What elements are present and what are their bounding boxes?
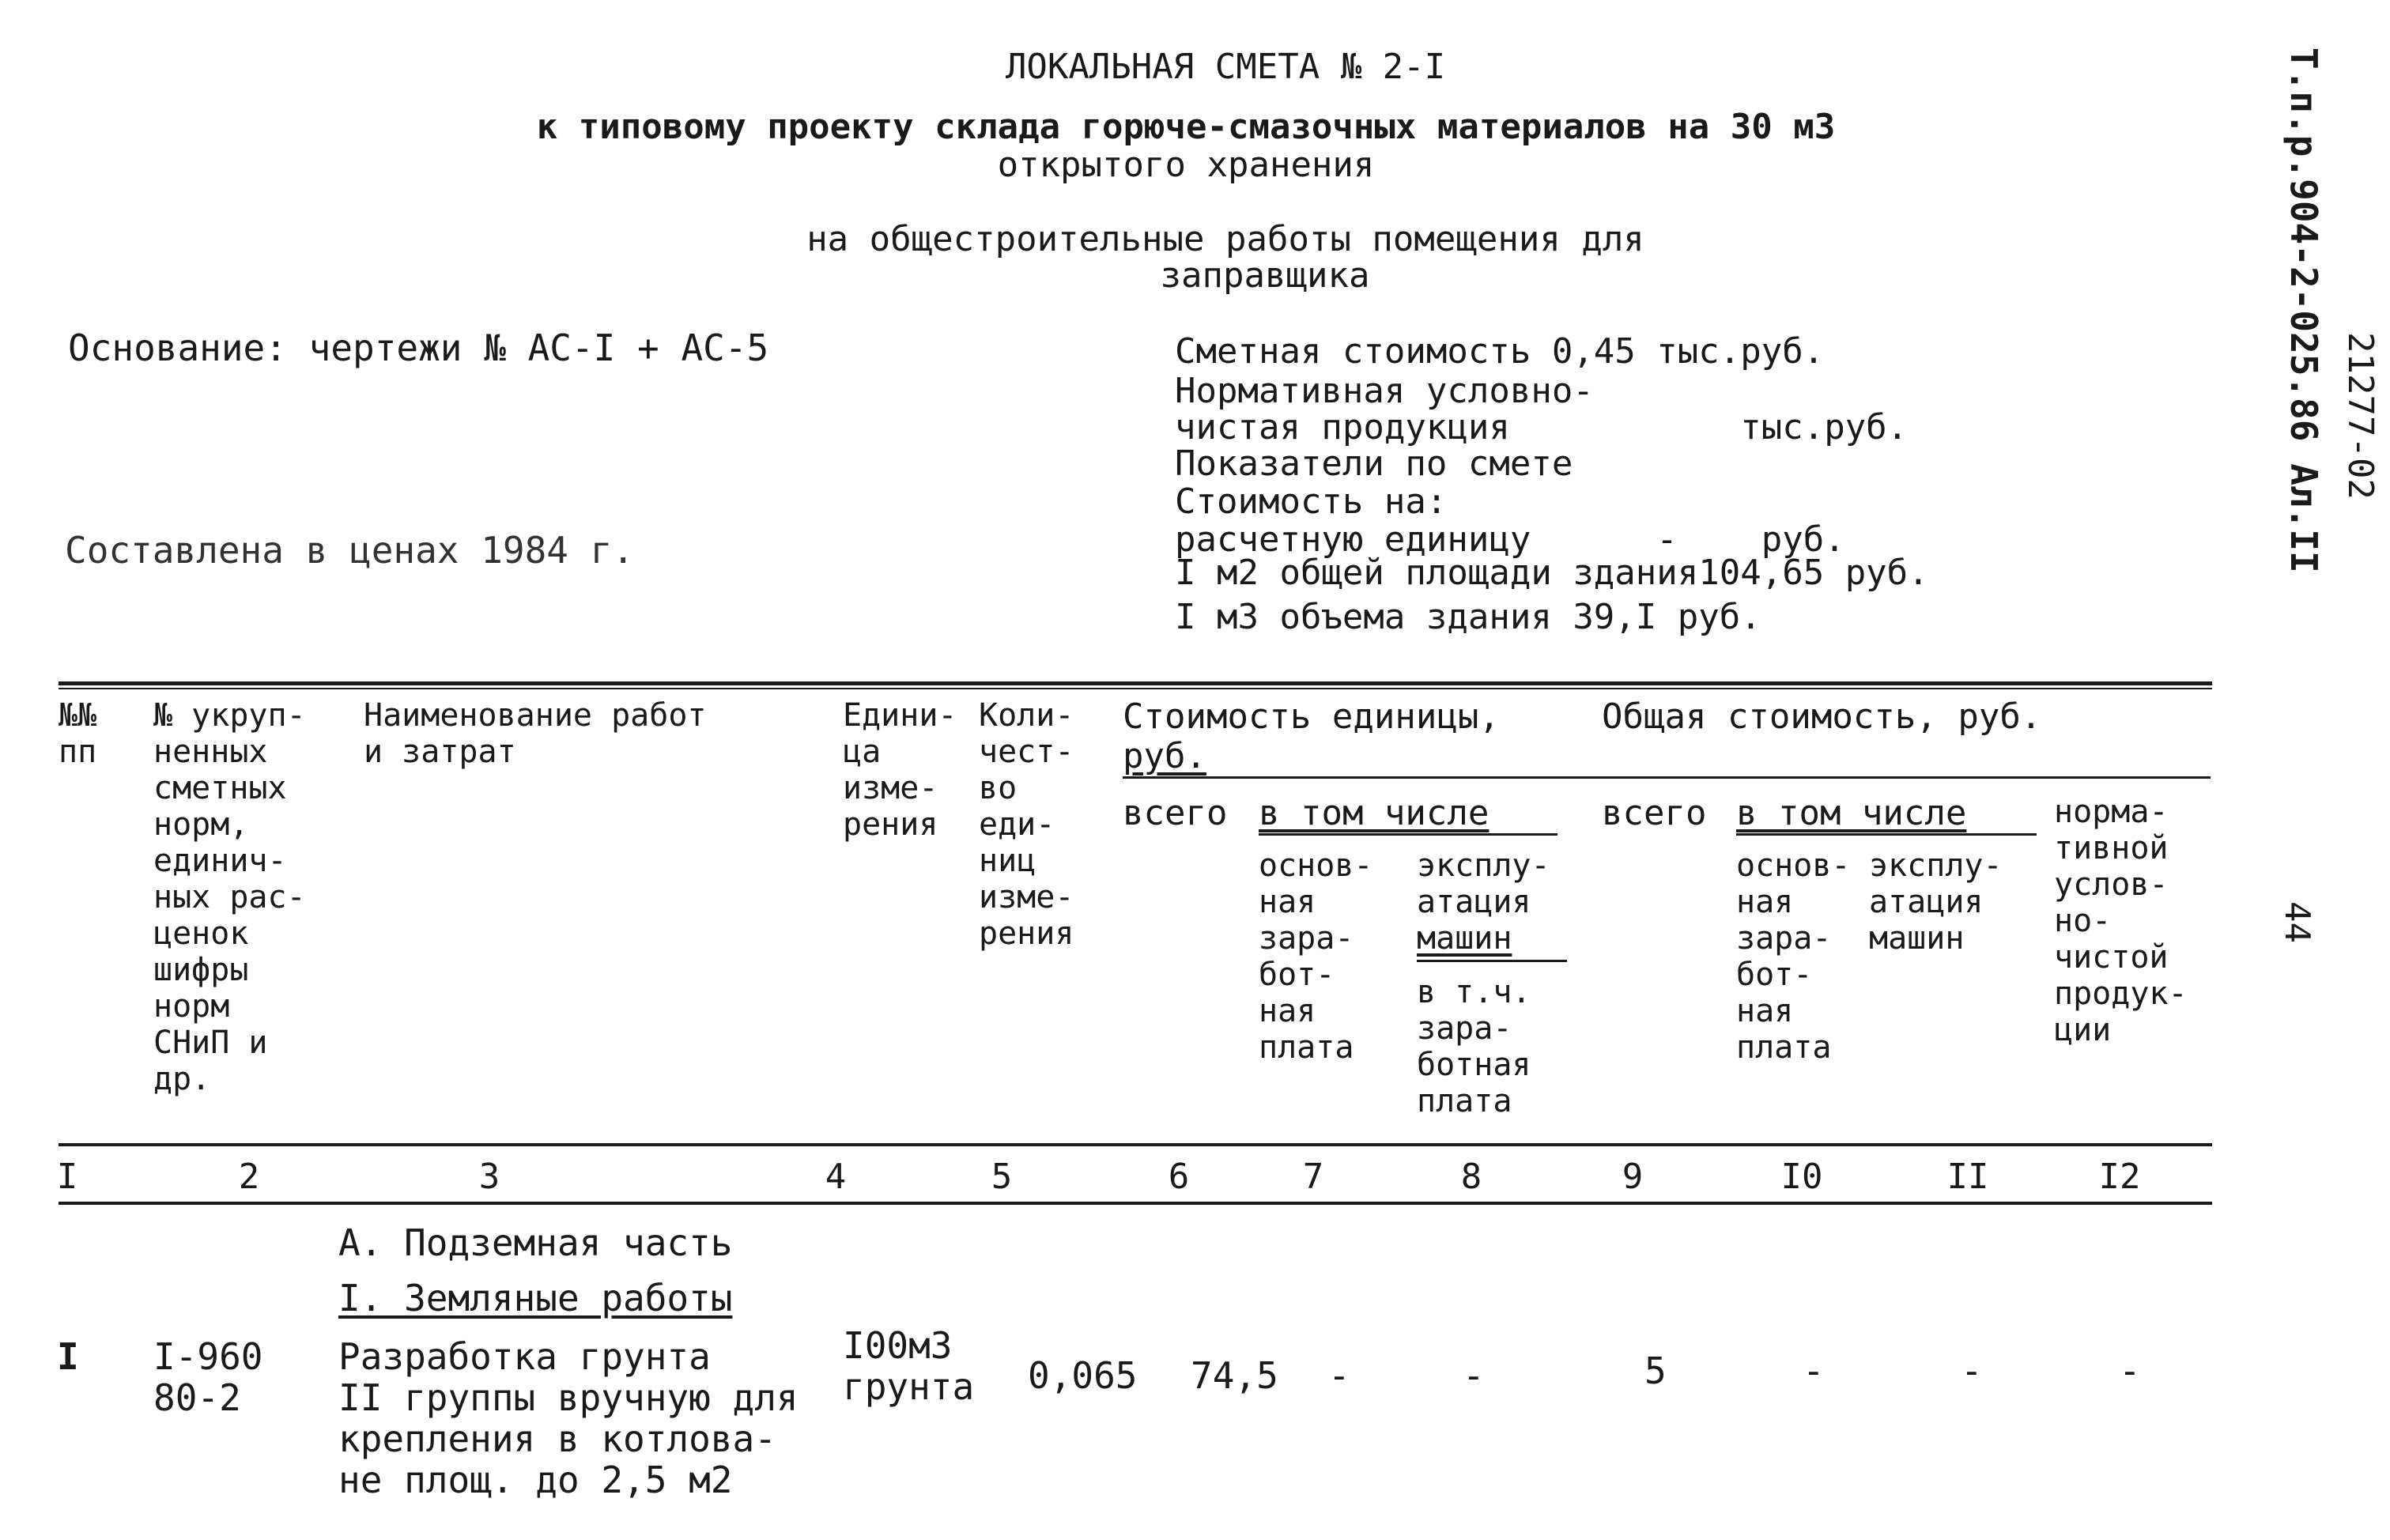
row-number: I bbox=[57, 1335, 79, 1378]
row-qty: 0,065 bbox=[1028, 1354, 1138, 1397]
page-number: 44 bbox=[2277, 901, 2317, 943]
header-total-machines: эксплу- атация машин bbox=[1869, 847, 2003, 957]
row-unit-machines: - bbox=[1463, 1354, 1485, 1397]
document-subtitle: к типовому проекту склада горюче-смазочных материалов на 30 м3 bbox=[536, 107, 1836, 147]
header-total-all: всего bbox=[1602, 793, 1707, 833]
header-machines-rule bbox=[1417, 960, 1567, 962]
header-unit-all: всего bbox=[1123, 793, 1228, 833]
column-number: 6 bbox=[1168, 1157, 1190, 1197]
row-code: I-960 80-2 bbox=[153, 1335, 263, 1419]
summary-line: Показатели по смете bbox=[1175, 444, 1573, 484]
column-number: 5 bbox=[991, 1157, 1013, 1197]
summary-line: Сметная стоимость 0,45 тыс.руб. bbox=[1175, 331, 1825, 372]
side-code: Т.п.р.904-2-025.86 Ал.II bbox=[2282, 47, 2325, 573]
document-title: ЛОКАЛЬНАЯ СМЕТА № 2-I bbox=[1005, 47, 1446, 87]
table-top-rule bbox=[59, 681, 2212, 685]
summary-line: Нормативная условно- bbox=[1175, 371, 1594, 411]
header-incl2-rule bbox=[1736, 833, 2037, 836]
header-unit-machines: эксплу- атация машин bbox=[1417, 847, 1550, 957]
column-number: I2 bbox=[2098, 1157, 2141, 1197]
header-unit-incl: в том числе bbox=[1259, 793, 1490, 833]
header-incl-rule bbox=[1259, 833, 1557, 836]
column-number: II bbox=[1946, 1157, 1989, 1197]
column-number: 8 bbox=[1460, 1157, 1482, 1197]
section-heading: А. Подземная часть bbox=[338, 1221, 733, 1264]
basis-text: Основание: чертежи № АС-I + АС-5 bbox=[68, 326, 769, 369]
column-number: 3 bbox=[478, 1157, 500, 1197]
header-col5: Коли- чест- во еди- ниц изме- рения bbox=[979, 697, 1074, 952]
row-unit-total: 74,5 bbox=[1191, 1354, 1278, 1397]
header-col4: Едини- ца изме- рения bbox=[843, 697, 957, 843]
column-number: 4 bbox=[825, 1157, 847, 1197]
summary-line: Стоимость на: bbox=[1175, 481, 1448, 522]
column-number: 2 bbox=[238, 1157, 260, 1197]
summary-line: I м2 общей площади здания104,65 руб. bbox=[1175, 553, 1929, 593]
header-col3: Наименование работ и затрат bbox=[364, 697, 707, 770]
header-unit-cost: Стоимость единицы, bbox=[1123, 696, 1500, 737]
header-bottom-rule bbox=[59, 1143, 2212, 1146]
header-total-cost: Общая стоимость, руб. bbox=[1602, 696, 2042, 737]
side-number: 21277-02 bbox=[2340, 332, 2381, 500]
header-unit-cost-rub: руб. bbox=[1123, 736, 1206, 776]
column-number: 7 bbox=[1302, 1157, 1324, 1197]
summary-line: чистая продукция тыс.руб. bbox=[1175, 407, 1909, 447]
row-name: Разработка грунта II группы вручную для крепления в котлова- не площ. до 2,5 м2 bbox=[338, 1335, 799, 1501]
header-total-wages: основ- ная зара- бот- ная плата bbox=[1736, 847, 1851, 1066]
row-total-machines: - bbox=[1961, 1349, 1983, 1392]
table-top-rule bbox=[59, 688, 2212, 689]
document-purpose-2: заправщика bbox=[1160, 255, 1370, 296]
header-col2: № укруп- ненных сметных норм, единич- ных рас- ценок шифры норм СНиП и др. bbox=[153, 697, 306, 1097]
header-npp: норма- тивной услов- но- чистой продук- ции bbox=[2054, 794, 2188, 1048]
header-group-rule bbox=[1123, 776, 2211, 779]
subsection-heading: I. Земляные работы bbox=[338, 1277, 733, 1319]
header-unit-wages: основ- ная зара- бот- ная плата bbox=[1259, 847, 1373, 1066]
header-col1: №№ пп bbox=[59, 697, 97, 770]
column-number: I0 bbox=[1780, 1157, 1823, 1197]
column-number: I bbox=[56, 1157, 78, 1197]
row-total: 5 bbox=[1644, 1349, 1667, 1392]
column-number: 9 bbox=[1622, 1157, 1644, 1197]
row-unit: I00м3 грунта bbox=[843, 1324, 975, 1408]
document-subtitle-2: открытого хранения bbox=[997, 145, 1375, 185]
header-unit-machines-wages: в т.ч. зара- ботная плата bbox=[1417, 974, 1531, 1119]
header-total-incl: в том числе bbox=[1736, 793, 1967, 833]
numbers-bottom-rule bbox=[59, 1202, 2212, 1205]
row-total-wages: - bbox=[1803, 1349, 1825, 1392]
summary-line: расчетную единицу - руб. bbox=[1175, 519, 1845, 560]
summary-line: I м3 объема здания 39,I руб. bbox=[1175, 597, 1761, 637]
document-purpose: на общестроительные работы помещения для bbox=[806, 219, 1644, 259]
prices-text: Составлена в ценах 1984 г. bbox=[65, 529, 635, 572]
row-unit-wages: - bbox=[1328, 1354, 1350, 1397]
row-npp: - bbox=[2119, 1349, 2141, 1392]
